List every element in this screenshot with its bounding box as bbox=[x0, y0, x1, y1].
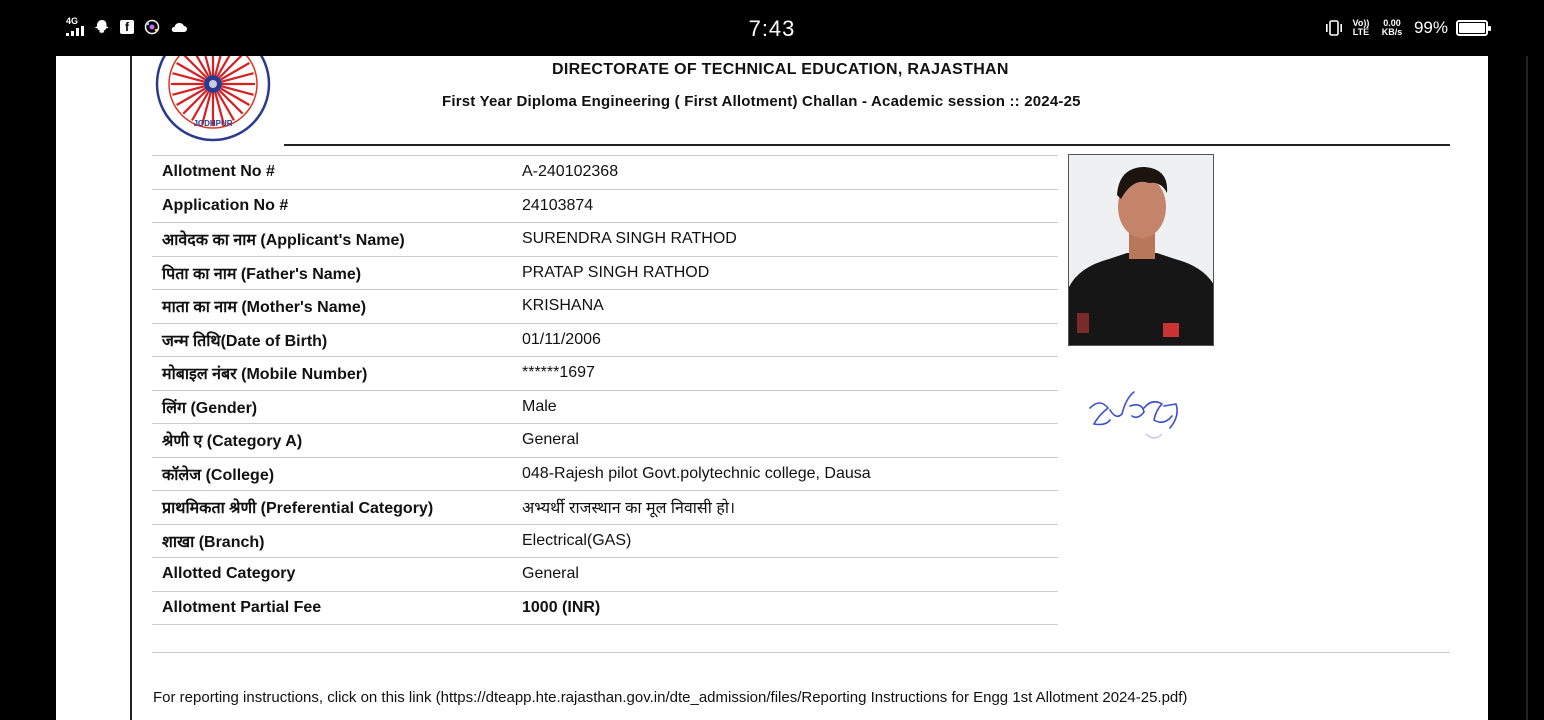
detail-label: Allotment No # bbox=[152, 156, 518, 190]
detail-row bbox=[152, 357, 1058, 391]
detail-row bbox=[152, 524, 1058, 558]
challan-page bbox=[56, 56, 1488, 720]
logo-text: JODHPUR bbox=[193, 119, 233, 128]
detail-value: Male bbox=[518, 390, 1058, 424]
network-speed: 0.00 KB/s bbox=[1381, 18, 1403, 37]
detail-row bbox=[152, 256, 1058, 290]
battery-percent: 99% bbox=[1413, 18, 1448, 37]
reporting-instructions-note[interactable]: For reporting instructions, click on this link (https://dteapp.hte.rajasthan.gov.in/dte_admission/files/Reporting Instructions for Engg 1st Allotment 2024-25.pdf) bbox=[153, 689, 1188, 706]
detail-value: 24103874 bbox=[518, 189, 1058, 223]
detail-row bbox=[152, 558, 1058, 592]
detail-value: KRISHANA bbox=[518, 290, 1058, 324]
facebook-icon: f bbox=[120, 20, 134, 34]
detail-value: अभ्यर्थी राजस्थान का मूल निवासी हो। bbox=[518, 491, 1058, 525]
applicant-photo bbox=[1068, 154, 1214, 346]
detail-value: A-240102368 bbox=[518, 156, 1058, 190]
dte-logo bbox=[152, 44, 274, 144]
battery-icon bbox=[1456, 20, 1488, 36]
detail-row bbox=[152, 189, 1058, 223]
signature-image bbox=[1086, 386, 1196, 452]
detail-value: General bbox=[518, 558, 1058, 592]
detail-label: आवेदक का नाम (Applicant's Name) bbox=[152, 223, 518, 257]
detail-value: General bbox=[518, 424, 1058, 458]
vibrate-icon bbox=[1324, 20, 1344, 36]
detail-label: मोबाइल नंबर (Mobile Number) bbox=[152, 357, 518, 391]
detail-row bbox=[152, 223, 1058, 257]
detail-label: जन्म तिथि(Date of Birth) bbox=[152, 323, 518, 357]
detail-label: लिंग (Gender) bbox=[152, 390, 518, 424]
detail-row bbox=[152, 491, 1058, 525]
footer-divider bbox=[152, 652, 1450, 653]
status-right-icons bbox=[1324, 18, 1488, 38]
detail-label: श्रेणी ए (Category A) bbox=[152, 424, 518, 458]
header-divider bbox=[284, 144, 1450, 146]
detail-row bbox=[152, 591, 1058, 625]
detail-label: Allotment Partial Fee bbox=[152, 591, 518, 625]
detail-label: माता का नाम (Mother's Name) bbox=[152, 290, 518, 324]
detail-label: प्राथमिकता श्रेणी (Preferential Category) bbox=[152, 491, 518, 525]
person-photo-icon bbox=[1069, 155, 1214, 346]
detail-row bbox=[152, 457, 1058, 491]
page-title: DIRECTORATE OF TECHNICAL EDUCATION, RAJASTHAN bbox=[552, 61, 1009, 78]
signal-icon: 4G bbox=[66, 16, 84, 38]
detail-label: Allotted Category bbox=[152, 558, 518, 592]
detail-value: 1000 (INR) bbox=[518, 591, 1058, 625]
detail-row bbox=[152, 290, 1058, 324]
detail-value: 048-Rajesh pilot Govt.polytechnic college, Dausa bbox=[518, 457, 1058, 491]
allotment-details-table bbox=[152, 155, 1058, 625]
volte-indicator: Vo)) LTE bbox=[1352, 18, 1370, 37]
detail-value: SURENDRA SINGH RATHOD bbox=[518, 223, 1058, 257]
detail-value: ******1697 bbox=[518, 357, 1058, 391]
detail-row bbox=[152, 424, 1058, 458]
page-subtitle: First Year Diploma Engineering ( First Allotment) Challan - Academic session :: 2024-25 bbox=[442, 93, 1081, 110]
detail-label: पिता का नाम (Father's Name) bbox=[152, 256, 518, 290]
detail-row bbox=[152, 156, 1058, 190]
clock: 7:43 bbox=[748, 16, 796, 41]
detail-label: कॉलेज (College) bbox=[152, 457, 518, 491]
detail-label: शाखा (Branch) bbox=[152, 524, 518, 558]
detail-value: Electrical(GAS) bbox=[518, 524, 1058, 558]
detail-row bbox=[152, 323, 1058, 357]
detail-value: 01/11/2006 bbox=[518, 323, 1058, 357]
detail-value: PRATAP SINGH RATHOD bbox=[518, 256, 1058, 290]
detail-label: Application No # bbox=[152, 189, 518, 223]
battery-fill bbox=[1459, 23, 1485, 33]
detail-row bbox=[152, 390, 1058, 424]
